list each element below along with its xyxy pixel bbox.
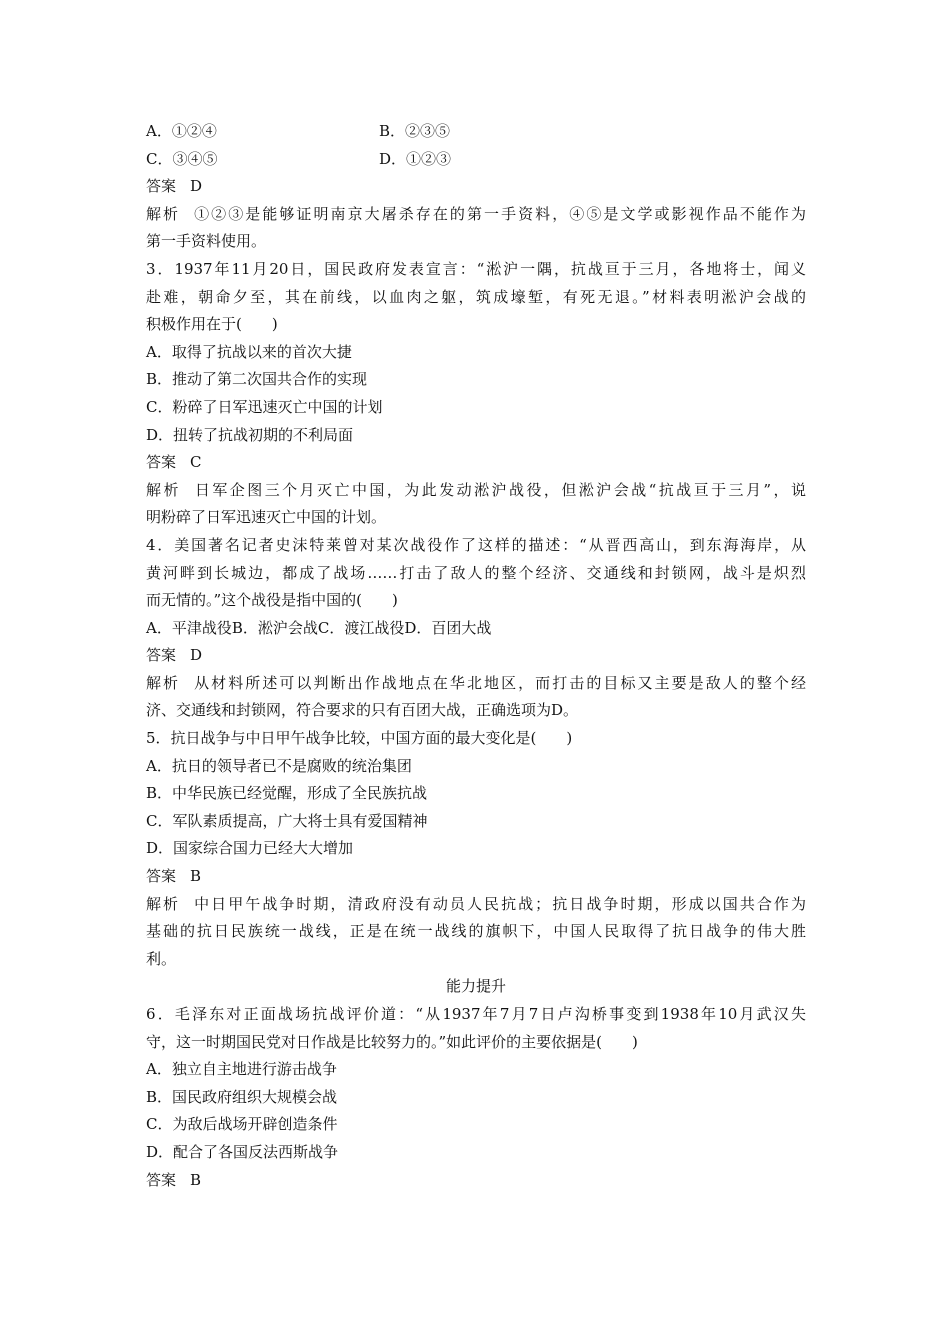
analysis-text: 日军企图三个月灭亡中国，为此发动淞沪战役，但淞沪会战“抗战亘于三月”，说	[194, 480, 806, 499]
q6-answer	[146, 1167, 806, 1195]
answer-label: 答案	[146, 453, 177, 472]
q3-option-d: D．扭转了抗战初期的不利局面	[146, 425, 354, 444]
q4-stem-line-2: 黄河畔到长城边，都成了战场……打击了敌人的整个经济、交通线和封锁网，战斗是炽烈	[146, 563, 806, 582]
q6-option-a: A．独立自主地进行游击战争	[146, 1060, 337, 1079]
q3-answer	[146, 449, 806, 477]
q5-analysis-line-1	[146, 891, 806, 919]
document-page	[146, 118, 806, 1194]
q3-option-a: A．取得了抗战以来的首次大捷	[146, 342, 352, 361]
q4-analysis-line-2: 济、交通线和封锁网，符合要求的只有百团大战，正确选项为D。	[146, 701, 579, 720]
section-title: 能力提升	[445, 977, 506, 996]
q2-options-row-1	[146, 118, 806, 146]
answer-label: 答案	[146, 867, 177, 886]
analysis-label: 解析	[146, 894, 181, 913]
q6-stem-line-1: 6．毛泽东对正面战场抗战评价道：“从1937年7月7日卢沟桥事变到1938年10月武汉失	[146, 1005, 806, 1023]
answer-value: B	[190, 1170, 202, 1189]
q2-analysis-line-2: 第一手资料使用。	[146, 232, 267, 251]
answer-label: 答案	[146, 177, 177, 196]
q3-option-c: C．粉碎了日军迅速灭亡中国的计划	[146, 397, 383, 416]
q2-option-b: B．②③⑤	[379, 122, 451, 140]
analysis-label: 解析	[146, 204, 181, 223]
q2-options-row-2	[146, 146, 806, 174]
answer-value: C	[190, 453, 202, 472]
q3-analysis-line-2: 明粉碎了日军迅速灭亡中国的计划。	[146, 508, 387, 527]
answer-label: 答案	[146, 646, 177, 665]
analysis-text: 中日甲午战争时期，清政府没有动员人民抗战；抗日战争时期，形成以国共合作为	[194, 894, 806, 913]
answer-value: D	[190, 177, 203, 196]
analysis-text: 从材料所述可以判断出作战地点在华北地区，而打击的目标又主要是敌人的整个经	[194, 673, 806, 692]
answer-value: B	[190, 867, 202, 886]
q6-option-c: C．为敌后战场开辟创造条件	[146, 1115, 338, 1134]
q2-option-c: C．③④⑤	[146, 149, 218, 168]
q2-option-a: A．①②④	[146, 122, 217, 140]
q3-option-b: B．推动了第二次国共合作的实现	[146, 370, 368, 389]
analysis-label: 解析	[146, 673, 181, 692]
q5-option-a: A．抗日的领导者已不是腐败的统治集团	[146, 756, 412, 775]
q4-options: A．平津战役B．淞沪会战C．渡江战役D．百团大战	[146, 618, 492, 637]
q6-option-d: D．配合了各国反法西斯战争	[146, 1142, 339, 1161]
q5-answer	[146, 863, 806, 891]
q5-option-c: C．军队素质提高，广大将士具有爱国精神	[146, 811, 428, 830]
q3-stem-line-1: 3．1937年11月20日，国民政府发表宣言：“淞沪一隅，抗战亘于三月，各地将士，闻义	[146, 259, 806, 278]
q2-answer	[146, 173, 806, 201]
analysis-text: ①②③是能够证明南京大屠杀存在的第一手资料，④⑤是文学或影视作品不能作为	[194, 204, 806, 223]
q4-stem-line-3: 而无情的。”这个战役是指中国的( )	[146, 591, 398, 610]
q4-stem-line-1: 4．美国著名记者史沫特莱曾对某次战役作了这样的描述：“从晋西高山，到东海海岸，从	[146, 535, 806, 554]
q4-answer	[146, 642, 806, 670]
q6-stem-line-2: 守，这一时期国民党对日作战是比较努力的。”如此评价的主要依据是( )	[146, 1032, 638, 1051]
q5-analysis-line-3: 利。	[146, 949, 177, 968]
q2-analysis-line-1	[146, 201, 806, 229]
q4-analysis-line-1	[146, 670, 806, 698]
q5-option-b: B．中华民族已经觉醒，形成了全民族抗战	[146, 784, 428, 803]
q6-option-b: B．国民政府组织大规模会战	[146, 1087, 338, 1106]
q5-analysis-line-2: 基础的抗日民族统一战线，正是在统一战线的旗帜下，中国人民取得了抗日战争的伟大胜	[146, 922, 806, 941]
q2-option-d: D．①②③	[379, 149, 452, 168]
q3-stem-line-3: 积极作用在于( )	[146, 315, 278, 334]
q5-option-d: D．国家综合国力已经大大增加	[146, 839, 354, 858]
analysis-label: 解析	[146, 480, 181, 499]
answer-label: 答案	[146, 1170, 177, 1189]
answer-value: D	[190, 646, 203, 665]
q3-analysis-line-1	[146, 477, 806, 505]
q5-stem-line-1: 5．抗日战争与中日甲午战争比较，中国方面的最大变化是( )	[146, 729, 573, 748]
q3-stem-line-2: 赴难，朝命夕至，其在前线，以血肉之躯，筑成壕堑，有死无退。”材料表明淞沪会战的	[146, 287, 806, 306]
